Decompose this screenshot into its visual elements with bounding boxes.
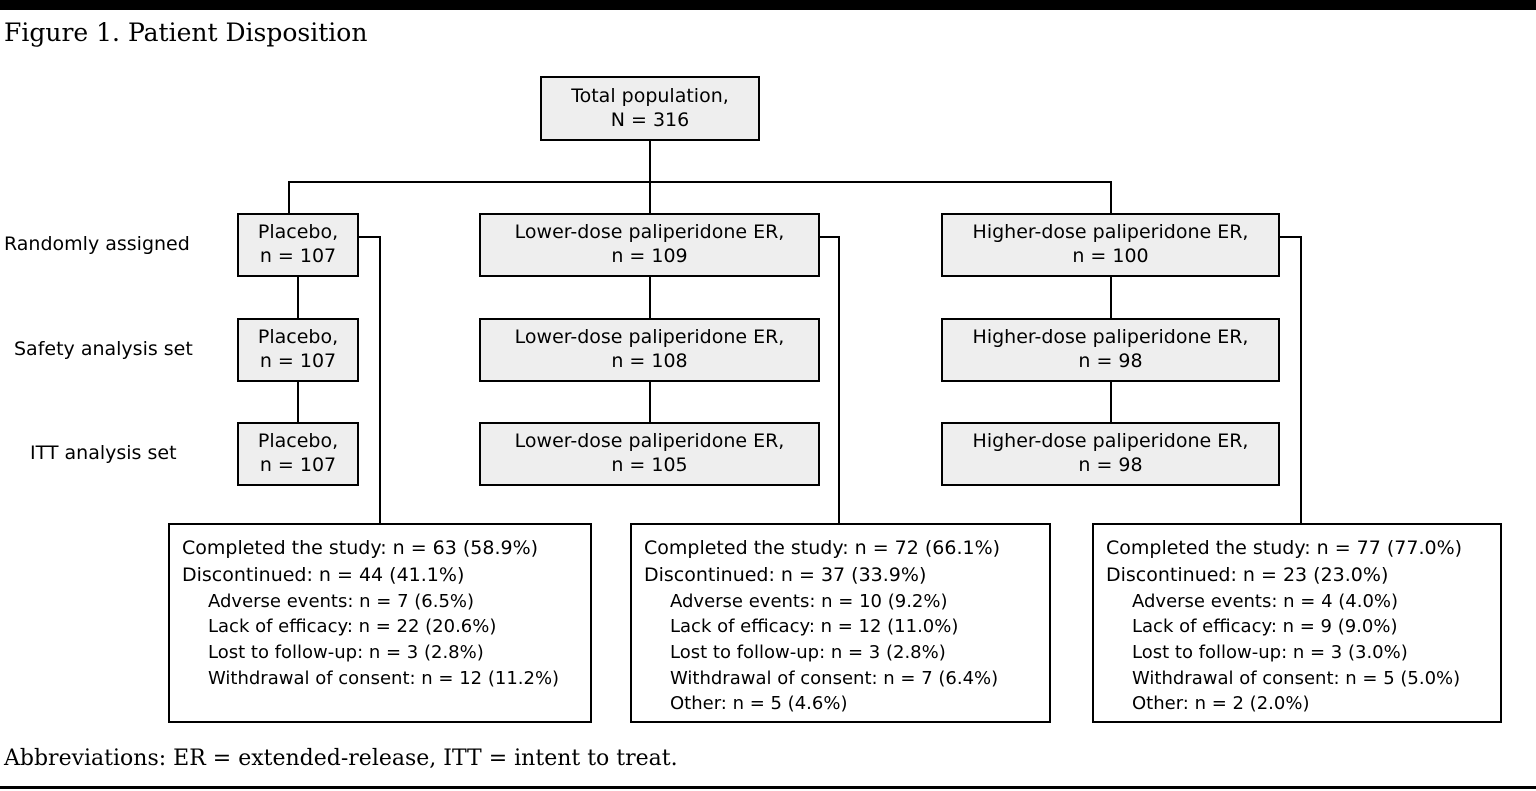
box-placebo-itt <box>237 422 359 486</box>
box-lower-dose-safety-line1: Lower-dose paliperidone ER, <box>514 326 785 349</box>
box-lower-dose-safety <box>479 318 820 382</box>
box-lower-dose-safety-line2: n = 108 <box>611 350 688 372</box>
box-placebo-randomized-line2: n = 107 <box>259 245 337 267</box>
outcome-placebo-reason: Adverse events: n = 7 (6.5%) <box>208 590 475 612</box>
outcome-higher-dose-discontinued: Discontinued: n = 23 (23.0%) <box>1106 563 1389 586</box>
outcome-lower-dose-reason: Lack of efficacy: n = 12 (11.0%) <box>670 616 959 638</box>
outcome-lower-dose-reason: Other: n = 5 (4.6%) <box>670 693 848 715</box>
outcome-lower-dose-completed: Completed the study: n = 72 (66.1%) <box>644 537 1001 559</box>
box-lower-dose-randomized-line2: n = 109 <box>611 245 688 267</box>
outcome-lower-dose <box>630 523 1051 723</box>
box-higher-dose-randomized-line2: n = 100 <box>1072 245 1149 267</box>
outcome-lower-dose-reason: Withdrawal of consent: n = 7 (6.4%) <box>670 667 999 689</box>
box-total-population-line1: Total population, <box>571 84 729 107</box>
box-higher-dose-itt-line1: Higher-dose paliperidone ER, <box>972 430 1249 453</box>
connector-placebo-rand-to-safety <box>297 277 299 318</box>
outcome-placebo-reason: Withdrawal of consent: n = 12 (11.2%) <box>208 667 560 689</box>
figure-title: Figure 1. Patient Disposition <box>4 18 368 47</box>
outcome-higher-dose-reason: Lost to follow-up: n = 3 (3.0%) <box>1132 642 1408 664</box>
connector-lower-dose-side-v <box>838 236 840 523</box>
outcome-higher-dose-reason: Withdrawal of consent: n = 5 (5.0%) <box>1132 667 1461 689</box>
connector-to-lower-dose <box>649 181 651 213</box>
connector-lower-dose-side-h <box>820 236 840 238</box>
row-label-safety-analysis-set: Safety analysis set <box>14 338 193 360</box>
row-label-itt-analysis-set: ITT analysis set <box>30 442 177 464</box>
box-higher-dose-itt <box>941 422 1280 486</box>
box-lower-dose-randomized <box>479 213 820 277</box>
box-higher-dose-safety-line1: Higher-dose paliperidone ER, <box>972 326 1249 349</box>
box-higher-dose-randomized <box>941 213 1280 277</box>
connector-higher-dose-side-h <box>1280 236 1302 238</box>
box-placebo-safety-line1: Placebo, <box>257 326 339 349</box>
outcome-placebo-discontinued: Discontinued: n = 44 (41.1%) <box>182 563 465 586</box>
connector-to-placebo <box>288 181 290 213</box>
connector-placebo-side-h <box>359 236 381 238</box>
outcome-lower-dose-discontinued: Discontinued: n = 37 (33.9%) <box>644 563 927 586</box>
box-higher-dose-itt-line2: n = 98 <box>1078 454 1143 476</box>
box-placebo-itt-line1: Placebo, <box>257 430 339 453</box>
box-higher-dose-randomized-line1: Higher-dose paliperidone ER, <box>972 221 1249 244</box>
box-higher-dose-safety-line2: n = 98 <box>1078 350 1143 372</box>
outcome-placebo-completed: Completed the study: n = 63 (58.9%) <box>182 537 539 559</box>
bottom-rule <box>0 786 1536 789</box>
outcome-higher-dose-reason: Adverse events: n = 4 (4.0%) <box>1132 590 1399 612</box>
box-higher-dose-safety <box>941 318 1280 382</box>
outcome-placebo-reason: Lack of efficacy: n = 22 (20.6%) <box>208 616 497 638</box>
box-lower-dose-itt-line1: Lower-dose paliperidone ER, <box>514 430 785 453</box>
row-label-randomly-assigned: Randomly assigned <box>4 233 190 255</box>
outcome-higher-dose <box>1092 523 1502 723</box>
outcome-lower-dose-reason: Lost to follow-up: n = 3 (2.8%) <box>670 642 946 664</box>
box-placebo-safety <box>237 318 359 382</box>
connector-distribution-bar <box>288 181 1112 183</box>
connector-higher-dose-safety-to-itt <box>1110 382 1112 422</box>
connector-lower-dose-rand-to-safety <box>649 277 651 318</box>
connector-total-down <box>649 141 651 182</box>
box-placebo-randomized-line1: Placebo, <box>257 221 339 244</box>
connector-placebo-side-v <box>379 236 381 523</box>
connector-placebo-safety-to-itt <box>297 382 299 422</box>
connector-lower-dose-safety-to-itt <box>649 382 651 422</box>
outcome-placebo <box>168 523 592 723</box>
connector-higher-dose-side-v <box>1300 236 1302 523</box>
box-lower-dose-itt-line2: n = 105 <box>611 454 688 476</box>
box-lower-dose-itt <box>479 422 820 486</box>
box-placebo-randomized <box>237 213 359 277</box>
box-placebo-itt-line2: n = 107 <box>259 454 337 476</box>
outcome-higher-dose-reason: Other: n = 2 (2.0%) <box>1132 693 1310 715</box>
box-lower-dose-randomized-line1: Lower-dose paliperidone ER, <box>514 221 785 244</box>
outcome-higher-dose-completed: Completed the study: n = 77 (77.0%) <box>1106 537 1463 559</box>
outcome-lower-dose-reason: Adverse events: n = 10 (9.2%) <box>670 590 948 612</box>
box-total-population-line2: N = 316 <box>610 108 690 131</box>
box-total-population <box>540 76 760 141</box>
outcome-higher-dose-reason: Lack of efficacy: n = 9 (9.0%) <box>1132 616 1398 638</box>
figure-footnote: Abbreviations: ER = extended-release, ITT = intent to treat. <box>4 746 678 771</box>
box-placebo-safety-line2: n = 107 <box>259 350 337 372</box>
top-rule <box>0 0 1536 10</box>
outcome-placebo-reason: Lost to follow-up: n = 3 (2.8%) <box>208 642 484 664</box>
connector-to-higher-dose <box>1110 181 1112 213</box>
connector-higher-dose-rand-to-safety <box>1110 277 1112 318</box>
